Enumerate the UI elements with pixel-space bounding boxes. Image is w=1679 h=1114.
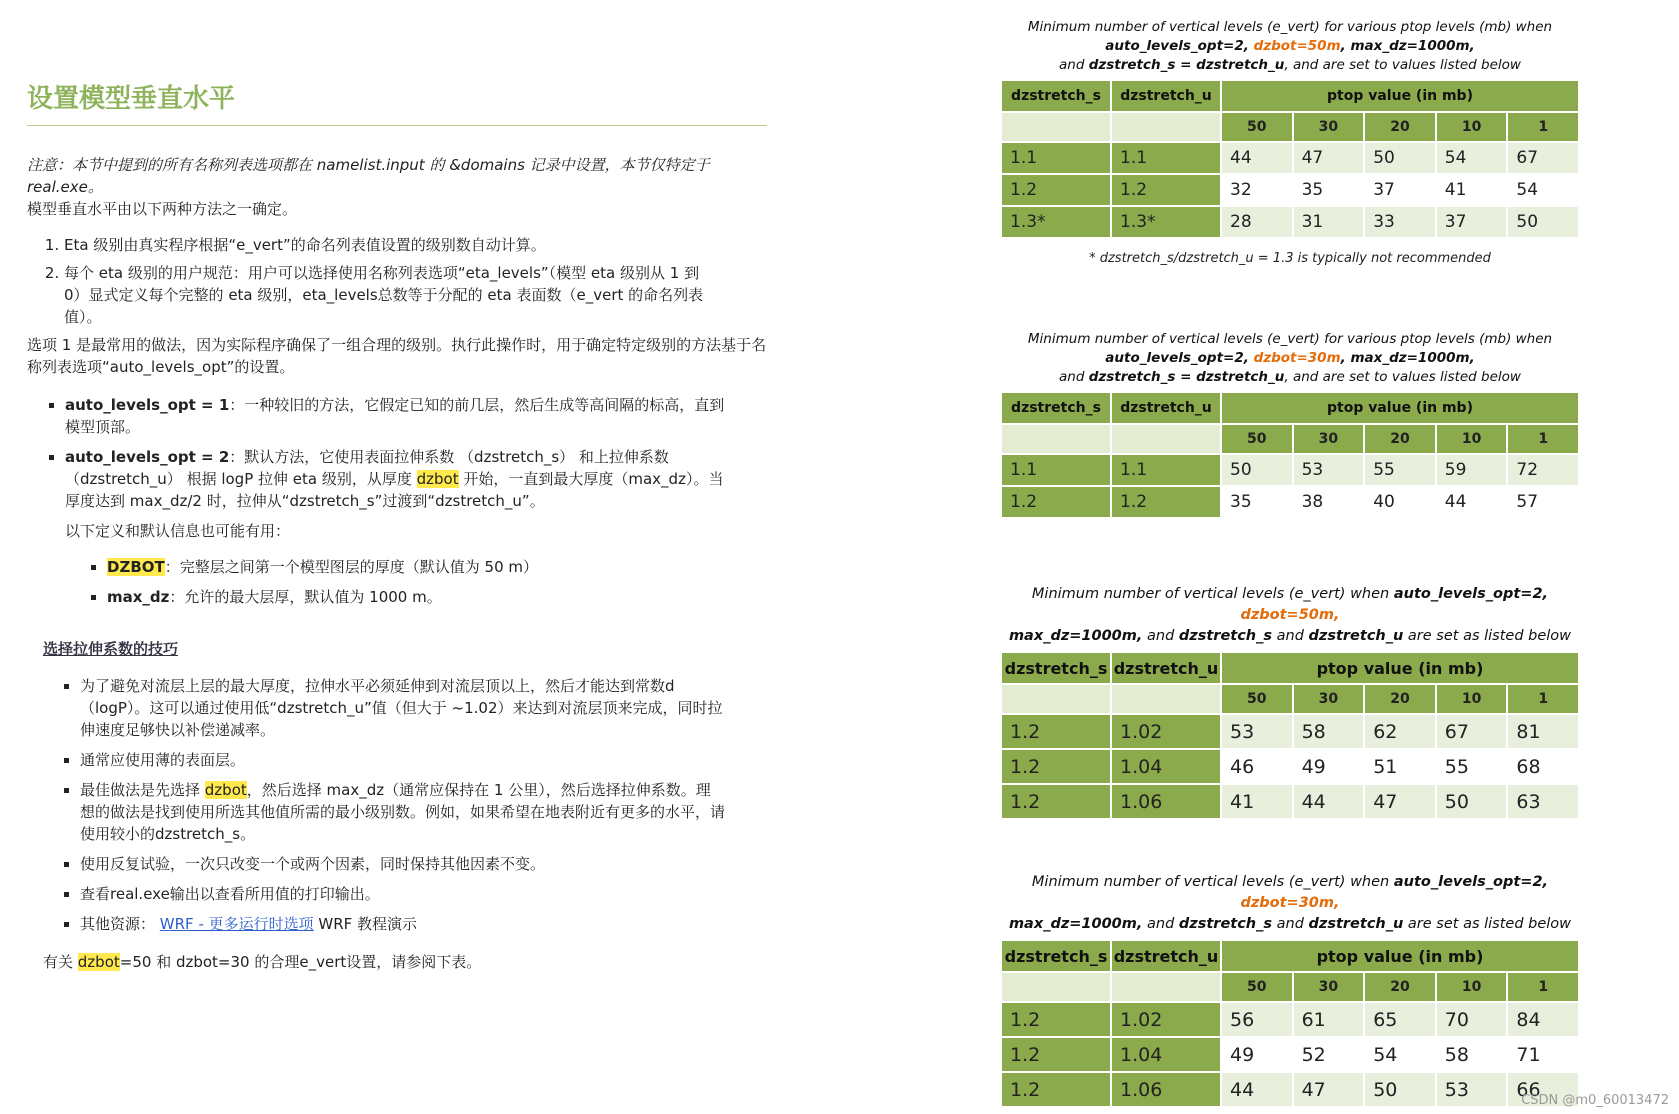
tip-text: WRF 教程演示 bbox=[313, 915, 418, 933]
levels-table: dzstretch_s dzstretch_u ptop value (in mb) 50 30 20 10 1 1.2 1.02 56 61 65 70 84 1.2 1.04 49 52 54 58 71 1.2 1.06 44 47 50 53 66 bbox=[1000, 939, 1580, 1108]
watermark: CSDN @m0_60013472 bbox=[1521, 1093, 1669, 1108]
tip-item bbox=[80, 913, 725, 935]
definitions-intro: 以下定义和默认信息也可能有用： bbox=[65, 522, 291, 540]
tip-item: ▪ 使用反复试验，一次只改变一个或两个因素，同时保持其他因素不变。 bbox=[80, 853, 725, 875]
definition-text: ：完整层之间第一个模型图层的厚度（默认值为 50 m） bbox=[164, 558, 538, 576]
caption-line: Minimum number of vertical levels (e_vert) when auto_levels_opt=2, dzbot=50m, bbox=[1031, 586, 1549, 623]
definition-item bbox=[107, 586, 767, 608]
definition-code: max_dz bbox=[107, 588, 170, 606]
table-row: 1.2 1.04 46 49 51 55 68 bbox=[1001, 749, 1579, 784]
method-item: 1. Eta 级别由真实程序根据“e_vert”的命名列表值设置的级别数自动计算。 bbox=[64, 234, 704, 256]
definition-code: DZBOT bbox=[107, 558, 165, 576]
final-note bbox=[43, 951, 767, 973]
highlight: dzbot bbox=[204, 781, 247, 799]
caption-line: auto_levels_opt=2, dzbot=50m, max_dz=1000m, bbox=[1105, 38, 1475, 54]
options-list bbox=[27, 394, 767, 512]
levels-table: dzstretch_s dzstretch_u ptop value (in mb) 50 30 20 10 1 1.2 1.02 53 58 62 67 81 1.2 1.04 46 49 51 55 68 1.2 1.06 41 44 47 50 63 bbox=[1000, 651, 1580, 820]
highlight: dzbot bbox=[77, 953, 120, 971]
table-row: 1.2 1.2 35 38 40 44 57 bbox=[1001, 486, 1579, 518]
caption-line: Minimum number of vertical levels (e_vert) for various ptop levels (mb) when bbox=[1027, 19, 1553, 35]
header-cell: dzstretch_s bbox=[1001, 940, 1111, 972]
option-code: auto_levels_opt = 1 bbox=[65, 396, 230, 414]
option-text: 开始，一直到最大厚度（max_dz）。当厚度达到 max_dz/2 时，拉伸从“dzstretch_s”过渡到“dzstretch_u”。 bbox=[65, 470, 724, 510]
levels-table: dzstretch_s dzstretch_u ptop value (in mb) 50 30 20 10 1 1.1 1.1 50 53 55 59 72 1.2 1.2 35 38 40 44 57 bbox=[1000, 391, 1580, 519]
final-prefix: 有关 bbox=[43, 953, 78, 971]
methods-list bbox=[27, 234, 767, 328]
caption-line: and dzstretch_s = dzstretch_u, and are set to values listed below bbox=[1059, 57, 1521, 73]
option-item bbox=[65, 446, 725, 512]
wrf-options-link[interactable]: WRF - 更多运行时选项 bbox=[159, 915, 314, 933]
table-row: 1.3* 1.3* 28 31 33 37 50 bbox=[1001, 206, 1579, 238]
levels-table: dzstretch_s dzstretch_u ptop value (in mb) 50 30 20 10 1 1.1 1.1 44 47 50 54 67 1.2 1.2 32 35 37 41 54 1.3* 1.3* 28 31 33 37 50 bbox=[1000, 79, 1580, 239]
tip-text: ，然后选择 max_dz（通常应保持在 1 公里），然后选择拉伸系数。理想的做法是找到使用所选其他值所需的最小级别数。例如，如果希望在地表附近有更多的水平，请使用较小的dzstretch_s。 bbox=[80, 781, 726, 843]
header-cell: ptop value (in mb) bbox=[1221, 392, 1579, 424]
tip-text: 其他资源： bbox=[80, 915, 156, 933]
tips-list bbox=[27, 675, 767, 935]
header-cell: dzstretch_s bbox=[1001, 392, 1111, 424]
final-text: =50 和 dzbot=30 的合理e_vert设置，请参阅下表。 bbox=[119, 953, 482, 971]
option-text: ：默认方法，它使用表面拉伸系数 （dzstretch_s） 和上拉伸系数 （dzstretch_u） 根据 logP 拉伸 eta 级别，从厚度 bbox=[65, 448, 669, 488]
table-block-3 bbox=[1000, 584, 1580, 820]
table-block-2 bbox=[1000, 330, 1580, 519]
header-cell: dzstretch_s bbox=[1001, 80, 1111, 112]
option-text: ：一种较旧的方法，它假定已知的前几层，然后生成等高间隔的标高，直到模型顶部。 bbox=[65, 396, 725, 436]
table-caption bbox=[1000, 584, 1580, 647]
table-caption bbox=[1000, 18, 1580, 75]
header-cell: dzstretch_u bbox=[1111, 80, 1221, 112]
table-row: 1.1 1.1 44 47 50 54 67 bbox=[1001, 142, 1579, 174]
header-cell: ptop value (in mb) bbox=[1221, 940, 1579, 972]
caption-line: auto_levels_opt=2, dzbot=30m, max_dz=1000m, bbox=[1105, 350, 1475, 366]
highlight: dzbot bbox=[416, 470, 459, 488]
table-row: 1.2 1.06 44 47 50 53 66 bbox=[1001, 1072, 1579, 1107]
table-row: 1.2 1.06 41 44 47 50 63 bbox=[1001, 784, 1579, 819]
tip-item: ▪ 通常应使用薄的表面层。 bbox=[80, 749, 725, 771]
option-item bbox=[65, 394, 725, 438]
caption-line: Minimum number of vertical levels (e_vert) when auto_levels_opt=2, dzbot=30m, bbox=[1031, 874, 1549, 911]
table-block-4 bbox=[1000, 872, 1580, 1108]
table-block-1 bbox=[1000, 18, 1580, 266]
tip-item: ▪ 为了避免对流层上层的最大厚度，拉伸水平必须延伸到对流层顶以上，然后才能达到常数d（logP）。这可以通过使用低“dzstretch_u”值（但大于 ~1.02）来达到对流层顶来完成，同时拉伸速度足够快以补偿递减率。 bbox=[80, 675, 725, 741]
header-cell: dzstretch_u bbox=[1111, 652, 1221, 684]
caption-line: max_dz=1000m, and dzstretch_s and dzstretch_u are set as listed below bbox=[1008, 628, 1572, 644]
method-item: 2. 每个 eta 级别的用户规范：用户可以选择使用名称列表选项“eta_levels”（模型 eta 级别从 1 到 0）显式定义每个完整的 eta 级别，eta_levels总数等于分配的 eta 表面数（e_vert 的命名列表值）。 bbox=[64, 262, 704, 328]
table-row: 1.2 1.02 53 58 62 67 81 bbox=[1001, 714, 1579, 749]
definition-item bbox=[107, 556, 767, 578]
table-caption bbox=[1000, 330, 1580, 387]
definitions-list bbox=[27, 556, 767, 608]
table-row: 1.2 1.2 32 35 37 41 54 bbox=[1001, 174, 1579, 206]
table-row: 1.2 1.04 49 52 54 58 71 bbox=[1001, 1037, 1579, 1072]
left-column bbox=[27, 78, 767, 973]
table-caption bbox=[1000, 872, 1580, 935]
table-row: 1.2 1.02 56 61 65 70 84 bbox=[1001, 1002, 1579, 1037]
table-row: 1.1 1.1 50 53 55 59 72 bbox=[1001, 454, 1579, 486]
definition-text: ：允许的最大层厚，默认值为 1000 m。 bbox=[169, 588, 442, 606]
note: 注意：本节中提到的所有名称列表选项都在 namelist.input 的 &domains 记录中设置，本节仅特定于 real.exe。 bbox=[27, 156, 710, 196]
table-footnote: * dzstretch_s/dzstretch_u = 1.3 is typically not recommended bbox=[1089, 251, 1491, 266]
intro-text: 模型垂直水平由以下两种方法之一确定。 bbox=[27, 200, 298, 218]
caption-line: and dzstretch_s = dzstretch_u, and are set to values listed below bbox=[1059, 369, 1521, 385]
header-cell: dzstretch_s bbox=[1001, 652, 1111, 684]
option-paragraph: 选项 1 是最常用的做法，因为实际程序确保了一组合理的级别。执行此操作时，用于确定特定级别的方法基于名称列表选项“auto_levels_opt”的设置。 bbox=[27, 336, 767, 376]
tip-item bbox=[80, 779, 725, 845]
header-cell: dzstretch_u bbox=[1111, 392, 1221, 424]
caption-line: max_dz=1000m, and dzstretch_s and dzstretch_u are set as listed below bbox=[1008, 916, 1572, 932]
option-code: auto_levels_opt = 2 bbox=[65, 448, 230, 466]
tip-item: ▪ 查看real.exe输出以查看所用值的打印输出。 bbox=[80, 883, 725, 905]
header-cell: ptop value (in mb) bbox=[1221, 80, 1579, 112]
caption-line: Minimum number of vertical levels (e_vert) for various ptop levels (mb) when bbox=[1027, 331, 1553, 347]
tips-heading: 选择拉伸系数的技巧 bbox=[43, 640, 179, 658]
header-cell: ptop value (in mb) bbox=[1221, 652, 1579, 684]
header-cell: dzstretch_u bbox=[1111, 940, 1221, 972]
tip-text: 最佳做法是先选择 bbox=[80, 781, 205, 799]
page-title: 设置模型垂直水平 bbox=[27, 78, 767, 126]
